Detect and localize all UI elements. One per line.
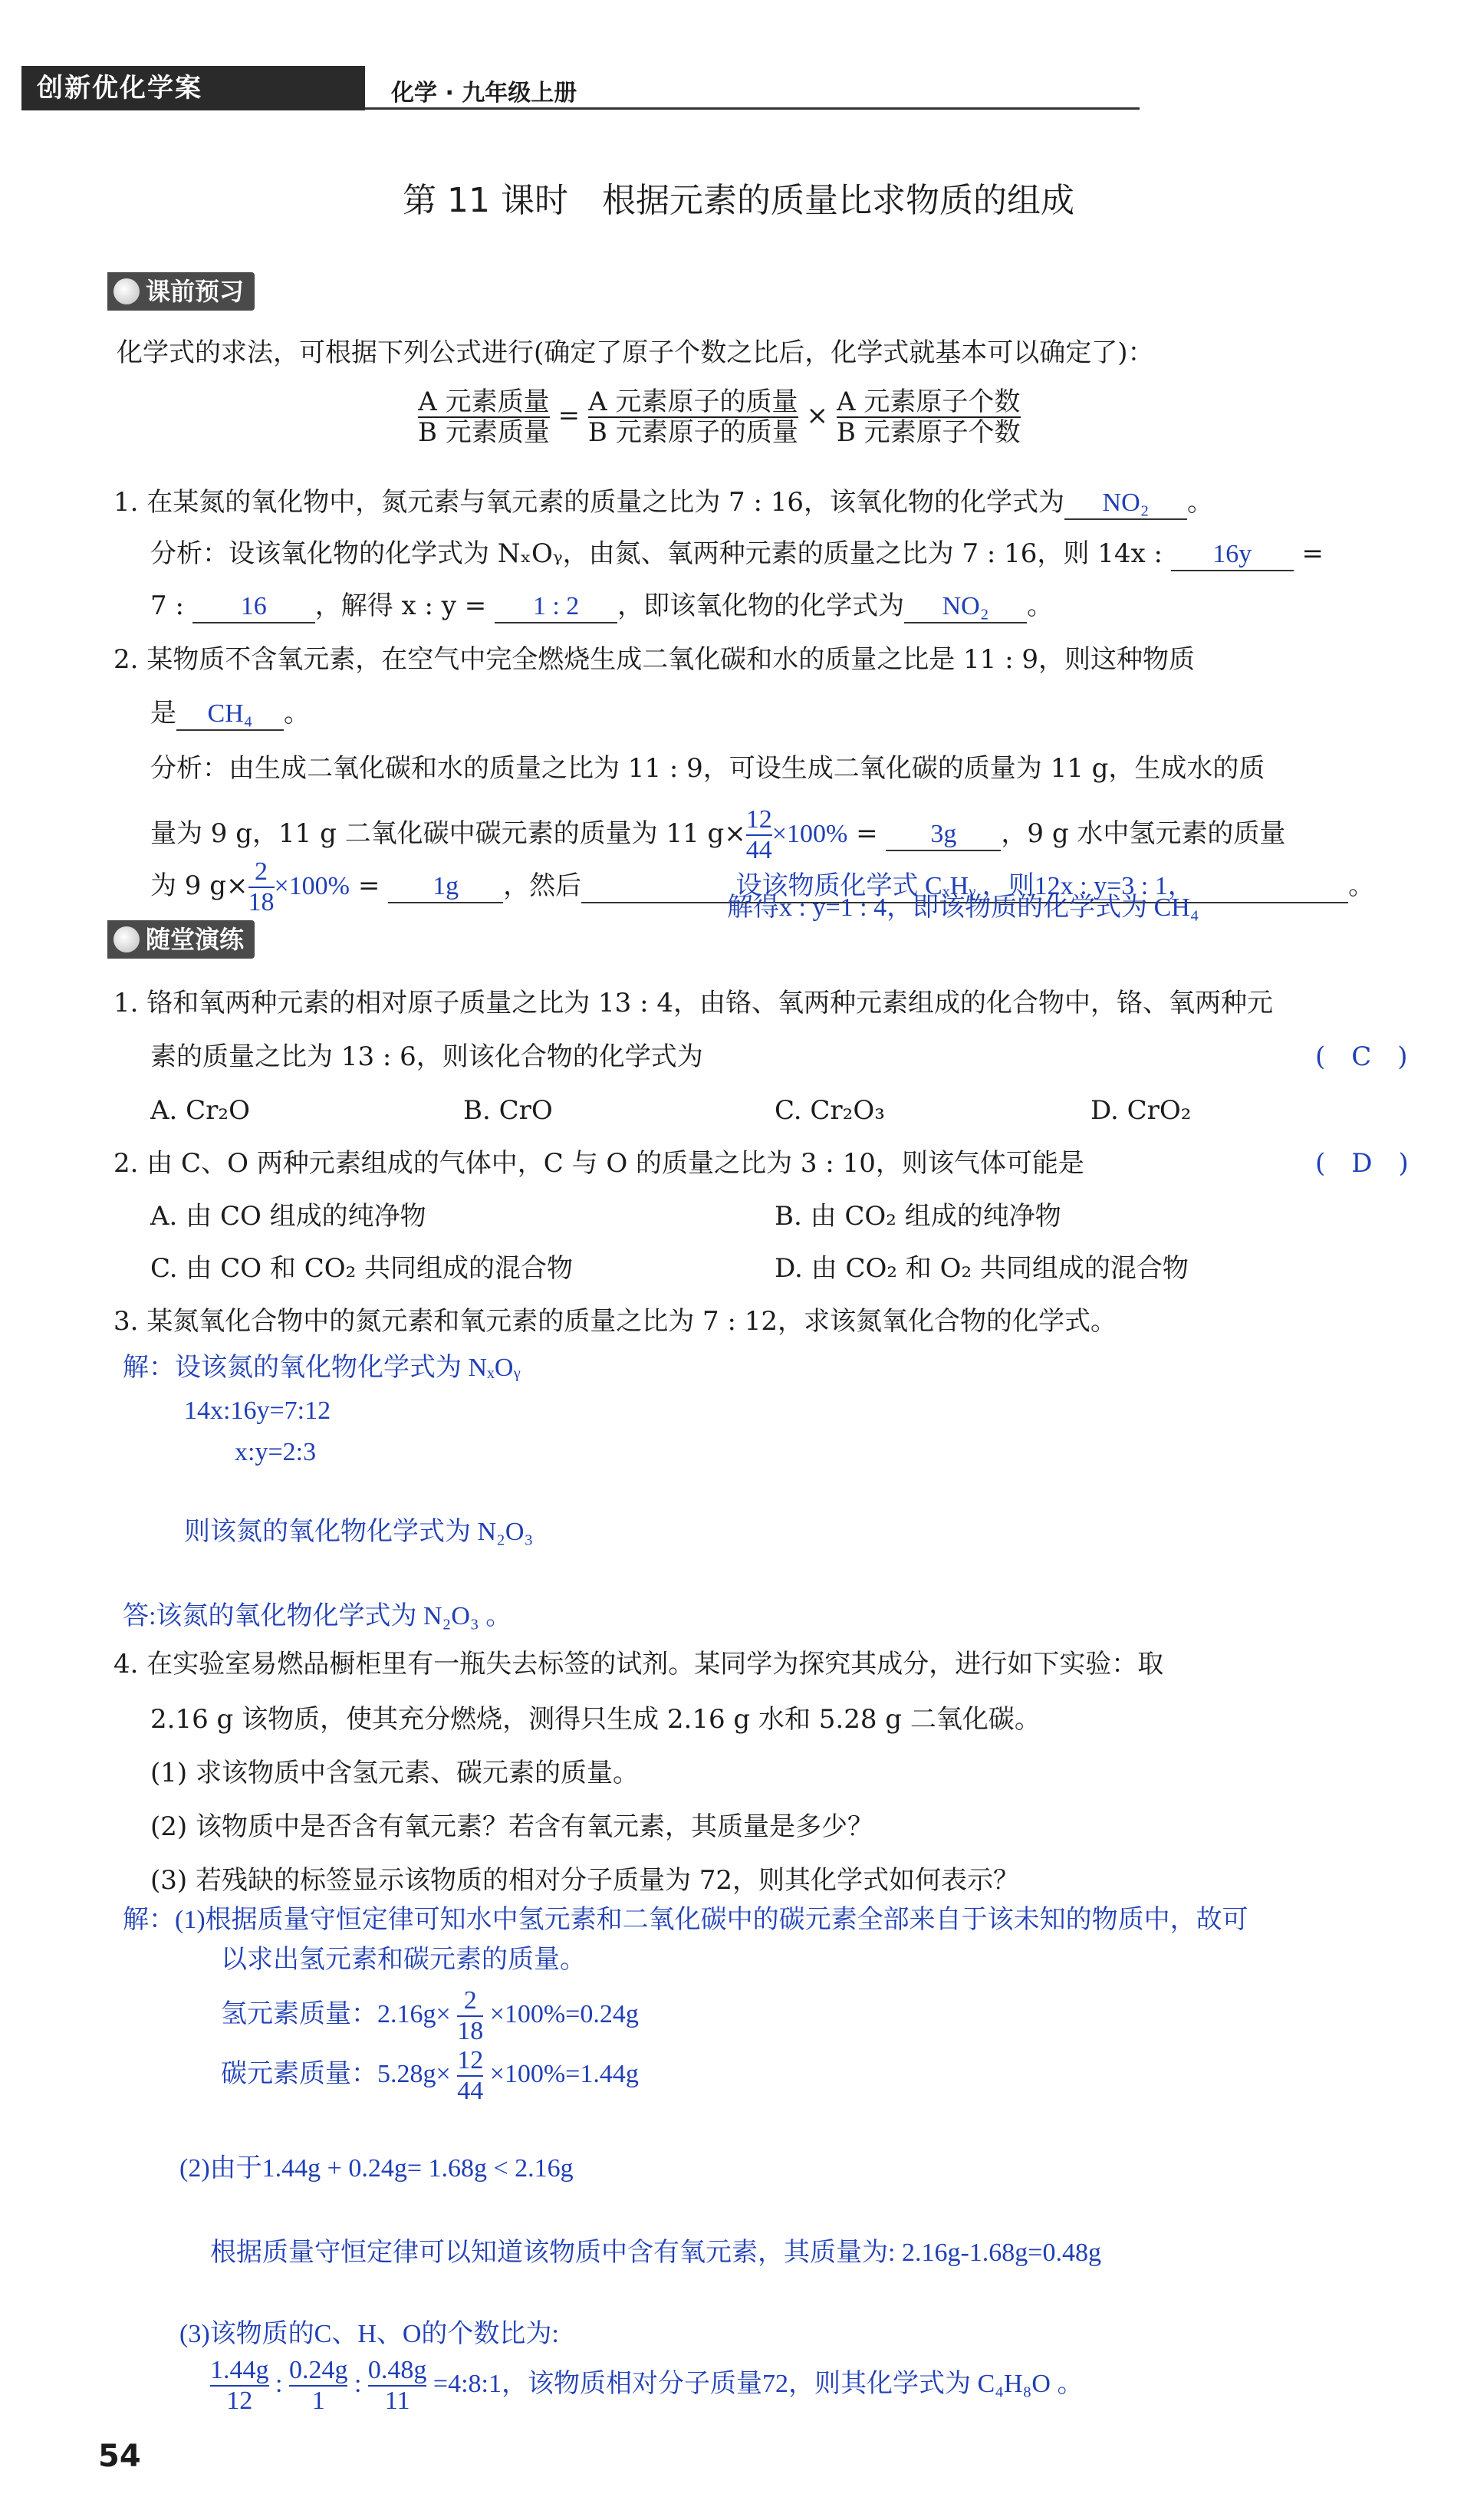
fraction-den: 18 — [248, 888, 275, 916]
answer-blank: NO₂ — [1064, 488, 1187, 520]
colon: : — [275, 2369, 283, 2398]
fraction-o — [368, 2356, 427, 2416]
q3-answer-line2: 14x:16y=7:12 — [184, 1397, 331, 1425]
fraction-2-18 — [248, 857, 275, 917]
fraction-num: 2 — [457, 1986, 483, 2017]
drill-question-1-line1: 1. 铬和氧两种元素的相对原子质量之比为 13 : 4，由铬、氧两种元素组成的化合物中，铬、氧两种元 — [113, 988, 1274, 1018]
section-preview-heading — [107, 272, 255, 311]
drill-q4-sub3: (3) 若残缺的标签显示该物质的相对分子质量为 72，则其化学式如何表示？ — [150, 1865, 1020, 1896]
fraction-den: 18 — [457, 2017, 484, 2045]
drill-q1-answer: ( C ) — [1315, 1041, 1408, 1072]
analysis-text: 为 9 g× — [150, 870, 248, 901]
fraction-den: 11 — [384, 2387, 410, 2415]
q4-answer-line1: 解：(1)根据质量守恒定律可知水中氢元素和二氧化碳中的碳元素全部来自于该未知的物质中，故可 — [123, 1906, 1248, 1934]
question-text: 1. 在某氮的氧化物中，氮元素与氧元素的质量之比为 7 : 16，该氧化物的化学式为 — [113, 487, 1065, 518]
analysis-text: 7 : — [150, 591, 184, 621]
analysis-text: ，解得 x : y = — [314, 591, 487, 621]
q4-answer-part2-detail: 根据质量守恒定律可以知道该物质中含有氧元素，其质量为: 2.16g-1.68g=0.48g — [210, 2239, 1101, 2267]
drill-q1-opt-c: C. Cr₂O₃ — [775, 1095, 885, 1126]
drill-q2-opt-d: D. 由 CO₂ 和 O₂ 共同组成的混合物 — [775, 1253, 1189, 1284]
fraction-2-18 — [457, 1986, 483, 2046]
analysis-text: ，9 g 水中氢元素的质量 — [1001, 818, 1286, 849]
answer-blank: NO₂ — [904, 591, 1027, 623]
analysis-text: ，然后 — [503, 870, 582, 901]
punct: 。 — [1187, 487, 1214, 518]
drill-question-3: 3. 某氮氧化合物中的氮元素和氧元素的质量之比为 7 : 12，求该氮氧化合物的化学式。 — [113, 1306, 1117, 1337]
fraction-h — [289, 2356, 348, 2416]
q4-hydrogen-mass — [221, 1986, 639, 2046]
formula-times: × — [806, 400, 829, 431]
drill-q4-sub2: (2) 该物质中是否含有氧元素？若含有氧元素，其质量是多少？ — [150, 1811, 873, 1842]
answer-blank: 3g — [886, 819, 1001, 851]
fraction-num: 2 — [248, 857, 275, 888]
formula-eq: = — [558, 400, 581, 431]
pre-analysis-1a — [150, 538, 1324, 571]
formula-right-den: B 元素原子个数 — [836, 417, 1021, 448]
calc-text: 碳元素质量：5.28g× — [221, 2059, 451, 2088]
page-number: 54 — [98, 2439, 141, 2474]
drill-q1-opt-d: D. CrO₂ — [1090, 1095, 1192, 1126]
pre-analysis-1b — [150, 591, 1053, 623]
formula-mid-num: A 元素原子的质量 — [588, 387, 798, 417]
drill-q2-opt-a: A. 由 CO 组成的纯净物 — [150, 1201, 426, 1232]
punct: 。 — [1027, 591, 1054, 621]
fraction-12-44 — [457, 2046, 483, 2106]
analysis-text: 量为 9 g，11 g 二氧化碳中碳元素的质量为 11 g× — [150, 818, 746, 849]
fraction-c — [210, 2356, 269, 2416]
drill-question-1-line2: 素的质量之比为 13 : 6，则该化合物的化学式为 — [150, 1041, 703, 1072]
answer-blank: 1g — [388, 871, 503, 903]
answer-blank: CH₄ — [176, 699, 284, 731]
section-drill-heading — [107, 920, 255, 959]
analysis-text: ，即该氧化物的化学式为 — [617, 591, 905, 621]
drill-q1-opt-b: B. CrO — [463, 1095, 553, 1126]
intro-text: 化学式的求法，可根据下列公式进行(确定了原子个数之比后，化学式就基本可以确定了)： — [117, 337, 1154, 368]
punct: = — [357, 870, 380, 901]
q4-ratio-calc — [210, 2356, 1083, 2416]
fraction-12-44 — [746, 805, 772, 865]
drill-q2-answer: ( D ) — [1315, 1148, 1409, 1179]
drill-question-2: 2. 由 C、O 两种元素组成的气体中，C 与 O 的质量之比为 3 : 10，则该气体可能是 — [113, 1148, 1084, 1179]
fraction-den: 1 — [311, 2387, 325, 2415]
calc-text: ×100%=0.24g — [489, 1999, 639, 2028]
drill-q1-opt-a: A. Cr₂O — [150, 1095, 250, 1126]
drill-q4-sub1: (1) 求该物质中含氢元素、碳元素的质量。 — [150, 1758, 639, 1788]
question-text: 是 — [150, 698, 176, 729]
pre-analysis-2a: 分析：由生成二氧化碳和水的质量之比为 11 : 9，可设生成二氧化碳的质量为 11 g，生成水的质 — [150, 753, 1265, 784]
fraction-num: 0.48g — [368, 2356, 427, 2387]
answer-blank: 1 : 2 — [495, 591, 617, 623]
formula-mid-den: B 元素原子的质量 — [587, 417, 798, 448]
answer-blank: 设该物质化学式 CₓHᵧ ，则12x : y=3 : 1， — [581, 871, 1348, 903]
percent: ×100% — [274, 872, 350, 900]
q4-answer-line2: 以求出氢元素和碳元素的质量。 — [221, 1946, 586, 1974]
pre-analysis-2d: 解得x : y=1 : 4，即该物质的化学式为 CH₄ — [727, 893, 1199, 922]
drill-q2-opt-c: C. 由 CO 和 CO₂ 共同组成的混合物 — [150, 1253, 574, 1284]
punct: 。 — [284, 698, 310, 729]
formula-left-num: A 元素质量 — [418, 387, 550, 417]
pre-question-1 — [113, 487, 1213, 520]
fraction-den: 12 — [226, 2387, 253, 2415]
q3-answer-line1: 解：设该氮的氧化物化学式为 NₓOᵧ — [123, 1354, 521, 1382]
section-label: 随堂演练 — [146, 925, 245, 954]
answer-blank: 16y — [1171, 539, 1294, 571]
drill-question-4-line1: 4. 在实验室易燃品橱柜里有一瓶失去标签的试剂。某同学为探究其成分，进行如下实验：取 — [113, 1649, 1164, 1679]
q4-answer-part3: (3)该物质的C、H、O的个数比为: — [179, 2320, 559, 2348]
q3-answer-line3: x:y=2:3 — [235, 1438, 317, 1466]
lesson-title: 第 11 课时 根据元素的质量比求物质的组成 — [403, 181, 1074, 220]
punct: = — [1301, 538, 1324, 569]
lightbulb-icon — [113, 926, 140, 952]
q3-answer-line5: 答:该氮的氧化物化学式为 N₂O₃ 。 — [123, 1602, 512, 1630]
punct: = — [856, 818, 878, 849]
calc-text: 氢元素质量：2.16g× — [221, 1999, 451, 2028]
drill-q2-opt-b: B. 由 CO₂ 组成的纯净物 — [775, 1201, 1061, 1232]
section-label: 课前预习 — [146, 277, 245, 306]
percent: ×100% — [771, 820, 848, 848]
ratio-formula — [418, 387, 1021, 447]
header-rule — [365, 107, 1140, 110]
calc-text: ×100%=1.44g — [489, 2059, 639, 2088]
analysis-text: 分析：设该氧化物的化学式为 NₓOᵧ，由氮、氧两种元素的质量之比为 7 : 16，则 14x : — [150, 538, 1163, 569]
punct: 。 — [1348, 870, 1375, 901]
fraction-num: 1.44g — [210, 2356, 269, 2387]
pre-question-2-answer — [150, 698, 310, 731]
book-subject: 化学 · 九年级上册 — [391, 80, 577, 107]
drill-question-4-line2: 2.16 g 该物质，使其充分燃烧，测得只生成 2.16 g 水和 5.28 g 二氧化碳。 — [150, 1704, 1041, 1735]
q4-answer-part2: (2)由于1.44g + 0.24g= 1.68g < 2.16g — [179, 2154, 574, 2183]
lightbulb-icon — [113, 278, 140, 304]
pre-analysis-2b — [150, 805, 1285, 865]
formula-right-num: A 元素原子个数 — [837, 387, 1021, 417]
pre-question-2: 2. 某物质不含氧元素，在空气中完全燃烧生成二氧化碳和水的质量之比是 11 : 9，则这种物质 — [113, 644, 1196, 675]
fraction-num: 12 — [746, 805, 772, 836]
calc-text: =4:8:1，该物质相对分子质量72，则其化学式为 C₄H₈O 。 — [433, 2369, 1084, 2398]
answer-blank: 16 — [192, 591, 315, 623]
book-logo: 创新优化学案 — [21, 66, 365, 110]
formula-left-den: B 元素质量 — [418, 417, 550, 448]
q3-answer-line4: 则该氮的氧化物化学式为 N₂O₃ — [184, 1518, 534, 1546]
fraction-num: 12 — [457, 2046, 483, 2077]
colon: : — [354, 2369, 362, 2398]
fraction-den: 44 — [457, 2077, 484, 2105]
q4-carbon-mass — [221, 2046, 639, 2106]
fraction-den: 44 — [745, 836, 772, 864]
fraction-num: 0.24g — [289, 2356, 348, 2387]
